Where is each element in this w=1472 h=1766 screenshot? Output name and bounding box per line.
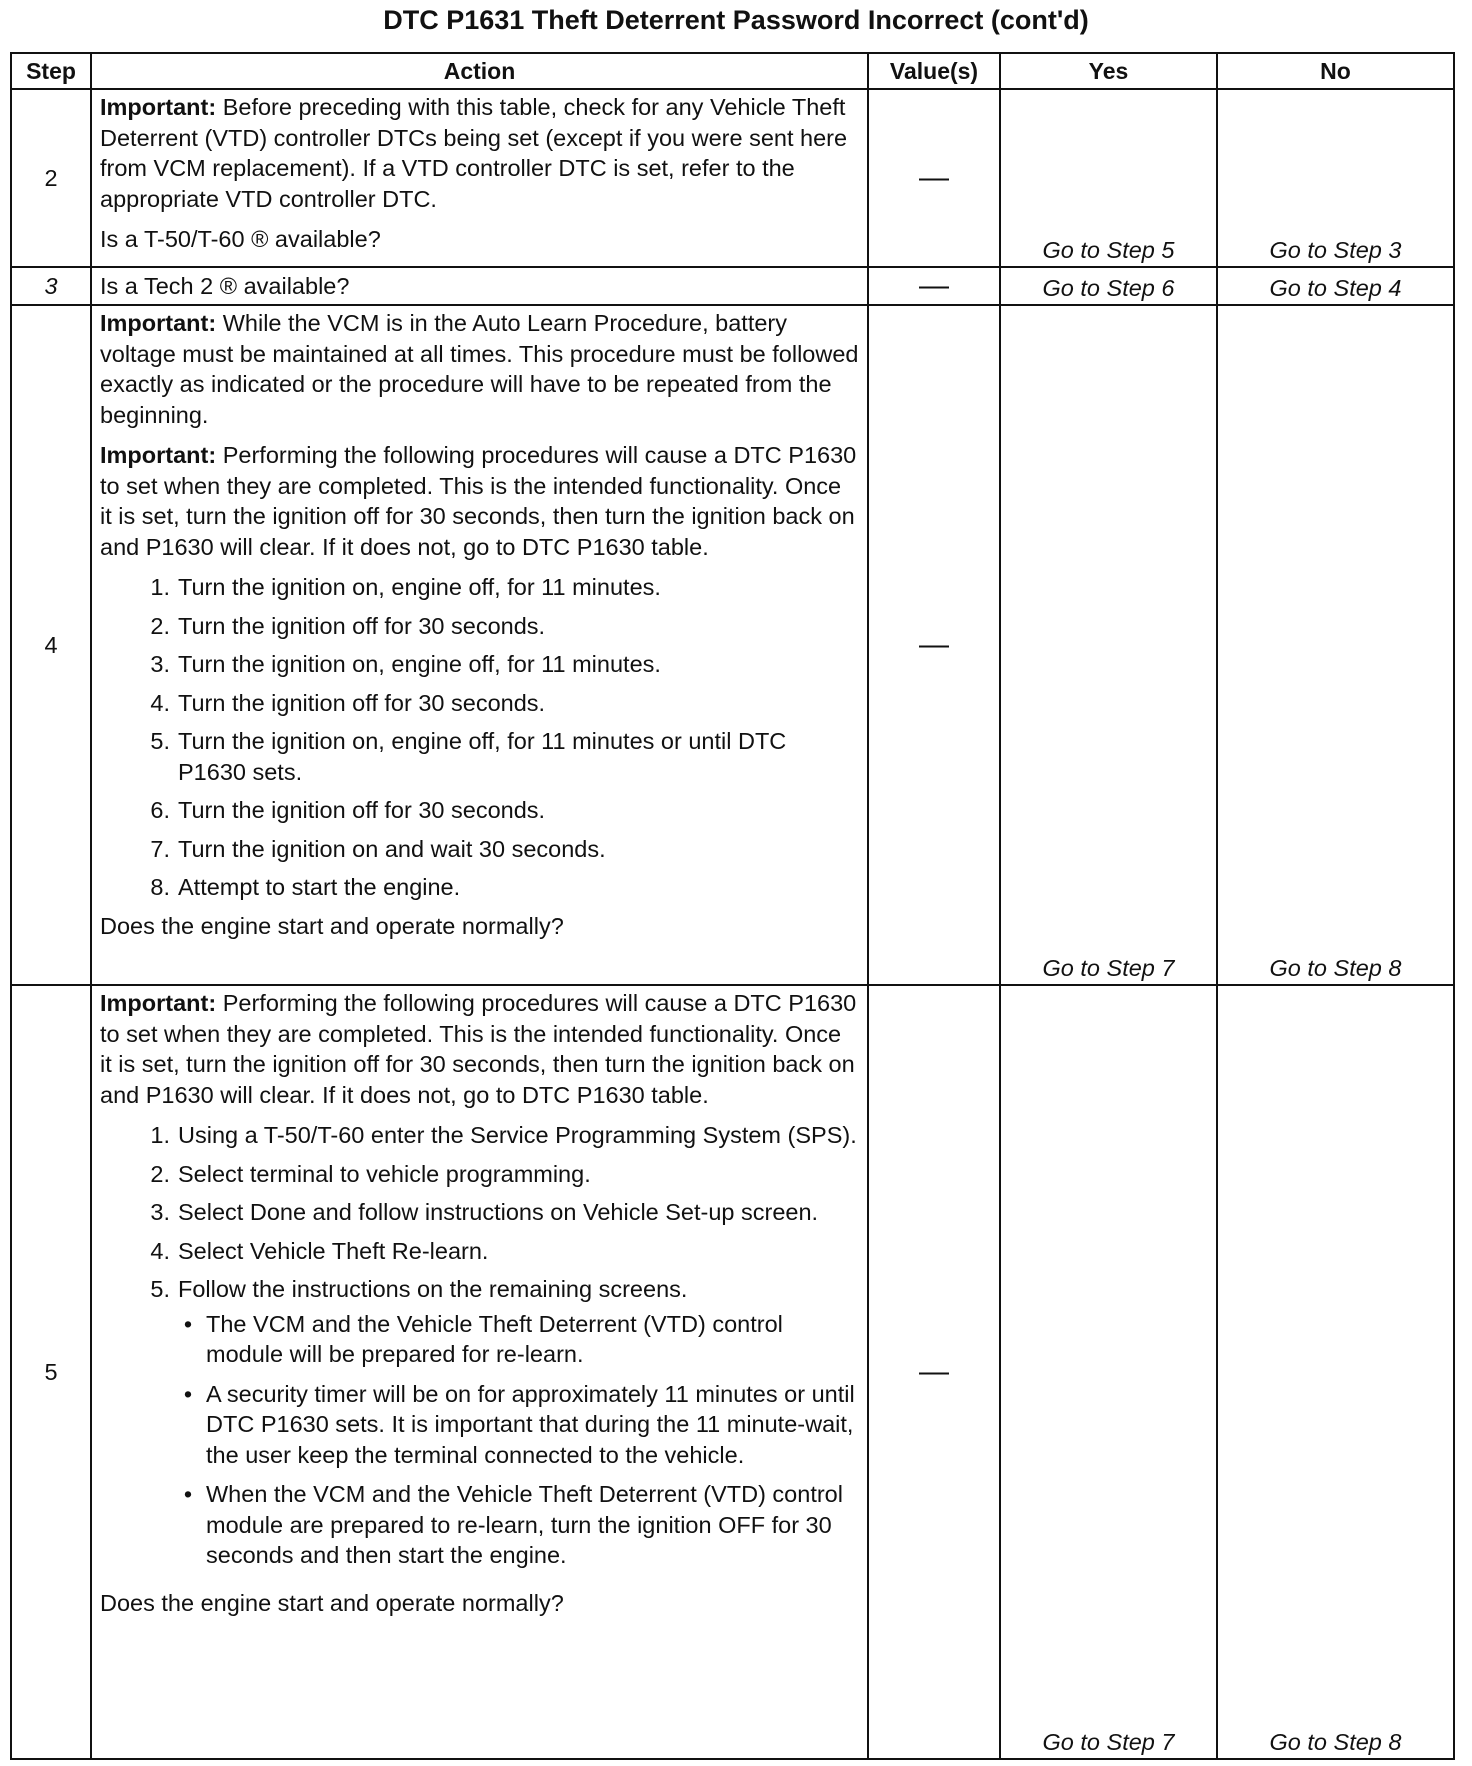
diagnostic-table: [10, 52, 1455, 1760]
list-item: 7. Turn the ignition on and wait 30 seconds.: [150, 835, 606, 862]
list-item: • When the VCM and the Vehicle Theft Deterrent (VTD) control module are prepared to re-learn, turn the ignition OFF for 30 seconds and then start the engine.: [183, 1481, 843, 1568]
step-number: 5: [11, 985, 91, 1759]
header-values: Value(s): [868, 53, 1000, 89]
list-item: 4. Select Vehicle Theft Re-learn.: [150, 1237, 489, 1264]
important-note: [100, 440, 859, 562]
question-text: Does the engine start and operate normally?: [100, 912, 564, 939]
sub-bullets: [136, 1309, 859, 1580]
action-cell: [91, 267, 868, 305]
list-item: 1. Turn the ignition on, engine off, for 11 minutes.: [150, 574, 661, 600]
important-label: Important:: [100, 990, 217, 1016]
action-cell: [91, 305, 868, 985]
action-cell: [91, 89, 868, 267]
important-text: While the VCM is in the Auto Learn Procedure, battery voltage must be maintained at all times. This procedure must be followed exactly as indicated or the procedure will have to be repeated from the beginning.: [100, 310, 859, 428]
important-label: Important:: [100, 442, 217, 468]
procedure-steps: [100, 1120, 859, 1580]
important-note: [100, 92, 859, 214]
list-item: 3. Turn the ignition on, engine off, for 11 minutes.: [150, 651, 661, 677]
no-link[interactable]: Go to Step 4: [1217, 267, 1454, 305]
question-text: Is a Tech 2 ® available?: [100, 273, 350, 300]
question-text: Is a T-50/T-60 ® available?: [100, 226, 381, 252]
list-item: 6. Turn the ignition off for 30 seconds.: [150, 797, 546, 823]
procedure-steps: [100, 572, 859, 903]
value-cell: —: [868, 985, 1000, 1759]
list-item: 3. Select Done and follow instructions on Vehicle Set-up screen.: [150, 1199, 819, 1225]
no-link[interactable]: Go to Step 8: [1217, 305, 1454, 985]
value-cell: —: [868, 267, 1000, 305]
list-item: 4. Turn the ignition off for 30 seconds.: [150, 689, 546, 716]
step-number: 4: [11, 305, 91, 985]
question-text: Does the engine start and operate normally?: [100, 1589, 564, 1616]
yes-link[interactable]: Go to Step 5: [1000, 89, 1217, 267]
important-note: [100, 308, 859, 430]
action-cell: [91, 985, 868, 1759]
page-title: DTC P1631 Theft Deterrent Password Incorrect (cont'd): [383, 5, 1089, 35]
important-label: Important:: [100, 94, 217, 120]
yes-link[interactable]: Go to Step 6: [1000, 267, 1217, 305]
table-row-step-3: [11, 267, 1454, 305]
list-item: • The VCM and the Vehicle Theft Deterrent (VTD) control module will be prepared for re-learn.: [183, 1310, 783, 1367]
table-row-step-5: [11, 985, 1454, 1759]
no-link[interactable]: Go to Step 3: [1217, 89, 1454, 267]
table-row-step-2: [11, 89, 1454, 267]
list-item: 8. Attempt to start the engine.: [150, 874, 461, 900]
list-item: 2. Select terminal to vehicle programming.: [150, 1160, 591, 1187]
header-action: Action: [91, 53, 868, 89]
step-number: 3: [11, 267, 91, 305]
header-yes: Yes: [1000, 53, 1217, 89]
list-item: 1. Using a T-50/T-60 enter the Service Programming System (SPS).: [150, 1122, 857, 1148]
yes-link[interactable]: Go to Step 7: [1000, 985, 1217, 1759]
list-item: 5. Follow the instructions on the remaining screens. • The VCM and the Vehicle Theft Deterrent (VTD) control module will be prepared for re-learn. • A security timer will be on for approximately 11 minutes or until DTC P1630 sets. It is important that during the 11 minute-wait, the user keep the terminal connected to the vehicle. • When the VCM and the Vehicle Theft Deterrent (VTD) control module are prepared to re-learn, turn the ignition OFF for 30 seconds and then start the engine.: [136, 1274, 859, 1580]
step-number: 2: [11, 89, 91, 267]
list-item: • A security timer will be on for approximately 11 minutes or until DTC P1630 sets. It is important that during the 11 minute-wait, the user keep the terminal connected to the vehicle.: [183, 1380, 855, 1468]
important-text: Before preceding with this table, check for any Vehicle Theft Deterrent (VTD) controller DTCs being set (except if you were sent here from VCM replacement). If a VTD controller DTC is set, refer to the appropriate VTD controller DTC.: [100, 94, 848, 212]
important-note: [100, 988, 859, 1110]
header-no: No: [1217, 53, 1454, 89]
list-item: 2. Turn the ignition off for 30 seconds.: [150, 612, 546, 639]
important-text: Performing the following procedures will cause a DTC P1630 to set when they are completed. This is the intended functionality. Once it is set, turn the ignition off for 30 seconds, then turn the ignition back on and P1630 will clear. If it does not, go to DTC P1630 table.: [100, 442, 857, 560]
value-cell: —: [868, 305, 1000, 985]
important-label: Important:: [100, 310, 217, 336]
important-text: Performing the following procedures will cause a DTC P1630 to set when they are completed. This is the intended functionality. Once it is set, turn the ignition off for 30 seconds, then turn the ignition back on and P1630 will clear. If it does not, go to DTC P1630 table.: [100, 990, 857, 1108]
no-link[interactable]: Go to Step 8: [1217, 985, 1454, 1759]
list-item: 5. Turn the ignition on, engine off, for 11 minutes or until DTC P1630 sets.: [150, 728, 787, 785]
value-cell: —: [868, 89, 1000, 267]
table-row-step-4: [11, 305, 1454, 985]
yes-link[interactable]: Go to Step 7: [1000, 305, 1217, 985]
header-step: Step: [11, 53, 91, 89]
header-row: [11, 53, 1454, 89]
